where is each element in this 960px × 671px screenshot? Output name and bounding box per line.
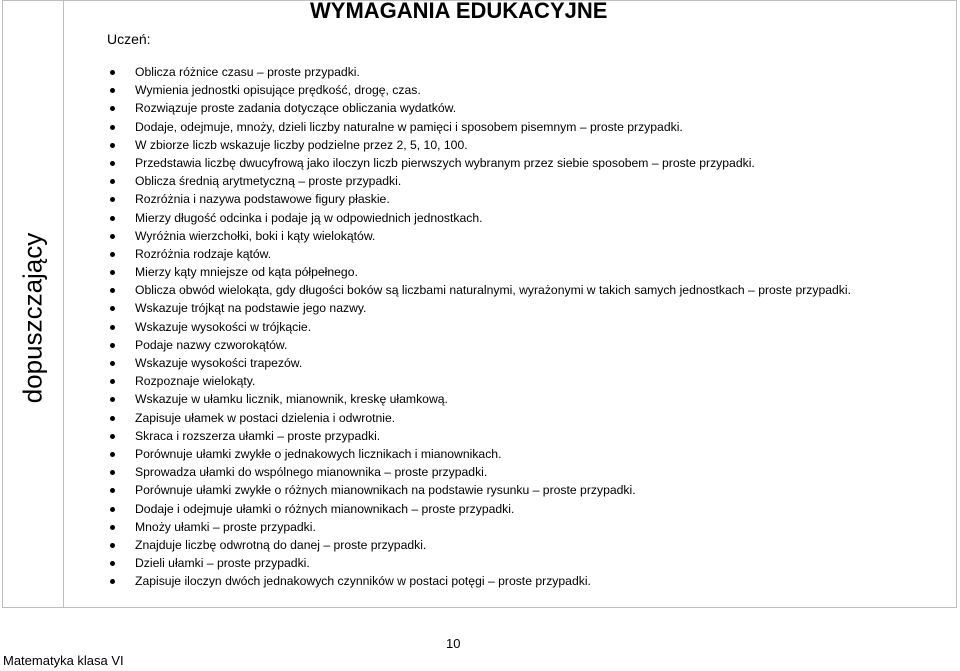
page-number: 10: [446, 636, 461, 651]
requirement-item: Mierzy długość odcinka i podaje ją w odpowiednich jednostkach.: [108, 209, 948, 227]
requirement-item: W zbiorze liczb wskazuje liczby podzielne przez 2, 5, 10, 100.: [108, 136, 948, 154]
requirements-list: [108, 63, 948, 590]
requirement-item: Oblicza różnice czasu – proste przypadki.: [108, 63, 948, 81]
requirement-item: Wskazuje trójkąt na podstawie jego nazwy.: [108, 299, 948, 317]
requirement-item: Porównuje ułamki zwykłe o różnych mianownikach na podstawie rysunku – proste przypadki.: [108, 481, 948, 499]
requirement-item: Przedstawia liczbę dwucyfrową jako iloczyn liczb pierwszych wybranym przez siebie sposobem – proste przypadki.: [108, 154, 948, 172]
requirement-item: Podaje nazwy czworokątów.: [108, 336, 948, 354]
requirement-item: Znajduje liczbę odwrotną do danej – proste przypadki.: [108, 536, 948, 554]
page-title: WYMAGANIA EDUKACYJNE: [310, 0, 608, 23]
requirement-item: Zapisuje iloczyn dwóch jednakowych czynników w postaci potęgi – proste przypadki.: [108, 572, 948, 590]
requirement-item: Zapisuje ułamek w postaci dzielenia i odwrotnie.: [108, 409, 948, 427]
requirement-item: Wskazuje w ułamku licznik, mianownik, kreskę ułamkową.: [108, 390, 948, 408]
grade-level-label: dopuszczający: [17, 232, 48, 404]
requirement-item: Mnoży ułamki – proste przypadki.: [108, 518, 948, 536]
requirement-item: Porównuje ułamki zwykłe o jednakowych licznikach i mianownikach.: [108, 445, 948, 463]
requirement-item: Dzieli ułamki – proste przypadki.: [108, 554, 948, 572]
column-divider: [63, 0, 64, 608]
requirement-item: Wskazuje wysokości w trójkącie.: [108, 318, 948, 336]
requirement-item: Rozróżnia i nazywa podstawowe figury płaskie.: [108, 190, 948, 208]
requirement-item: Wyróżnia wierzchołki, boki i kąty wielokątów.: [108, 227, 948, 245]
requirement-item: Rozwiązuje proste zadania dotyczące obliczania wydatków.: [108, 99, 948, 117]
requirement-item: Dodaje i odejmuje ułamki o różnych mianownikach – proste przypadki.: [108, 500, 948, 518]
requirement-item: Dodaje, odejmuje, mnoży, dzieli liczby naturalne w pamięci i sposobem pisemnym – proste przypadki.: [108, 118, 948, 136]
requirement-item: Oblicza średnią arytmetyczną – proste przypadki.: [108, 172, 948, 190]
requirement-item: Sprowadza ułamki do wspólnego mianownika – proste przypadki.: [108, 463, 948, 481]
footer-text: Matematyka klasa VI: [3, 653, 124, 668]
requirement-item: Wskazuje wysokości trapezów.: [108, 354, 948, 372]
requirement-item: Rozróżnia rodzaje kątów.: [108, 245, 948, 263]
requirement-item: Skraca i rozszerza ułamki – proste przypadki.: [108, 427, 948, 445]
requirement-item: Wymienia jednostki opisujące prędkość, drogę, czas.: [108, 81, 948, 99]
requirement-item: Oblicza obwód wielokąta, gdy długości boków są liczbami naturalnymi, wyrażonymi w takich samych jednostkach – proste przypadki.: [108, 281, 948, 299]
requirement-item: Rozpoznaje wielokąty.: [108, 372, 948, 390]
requirement-item: Mierzy kąty mniejsze od kąta półpełnego.: [108, 263, 948, 281]
student-label: Uczeń:: [107, 31, 151, 47]
